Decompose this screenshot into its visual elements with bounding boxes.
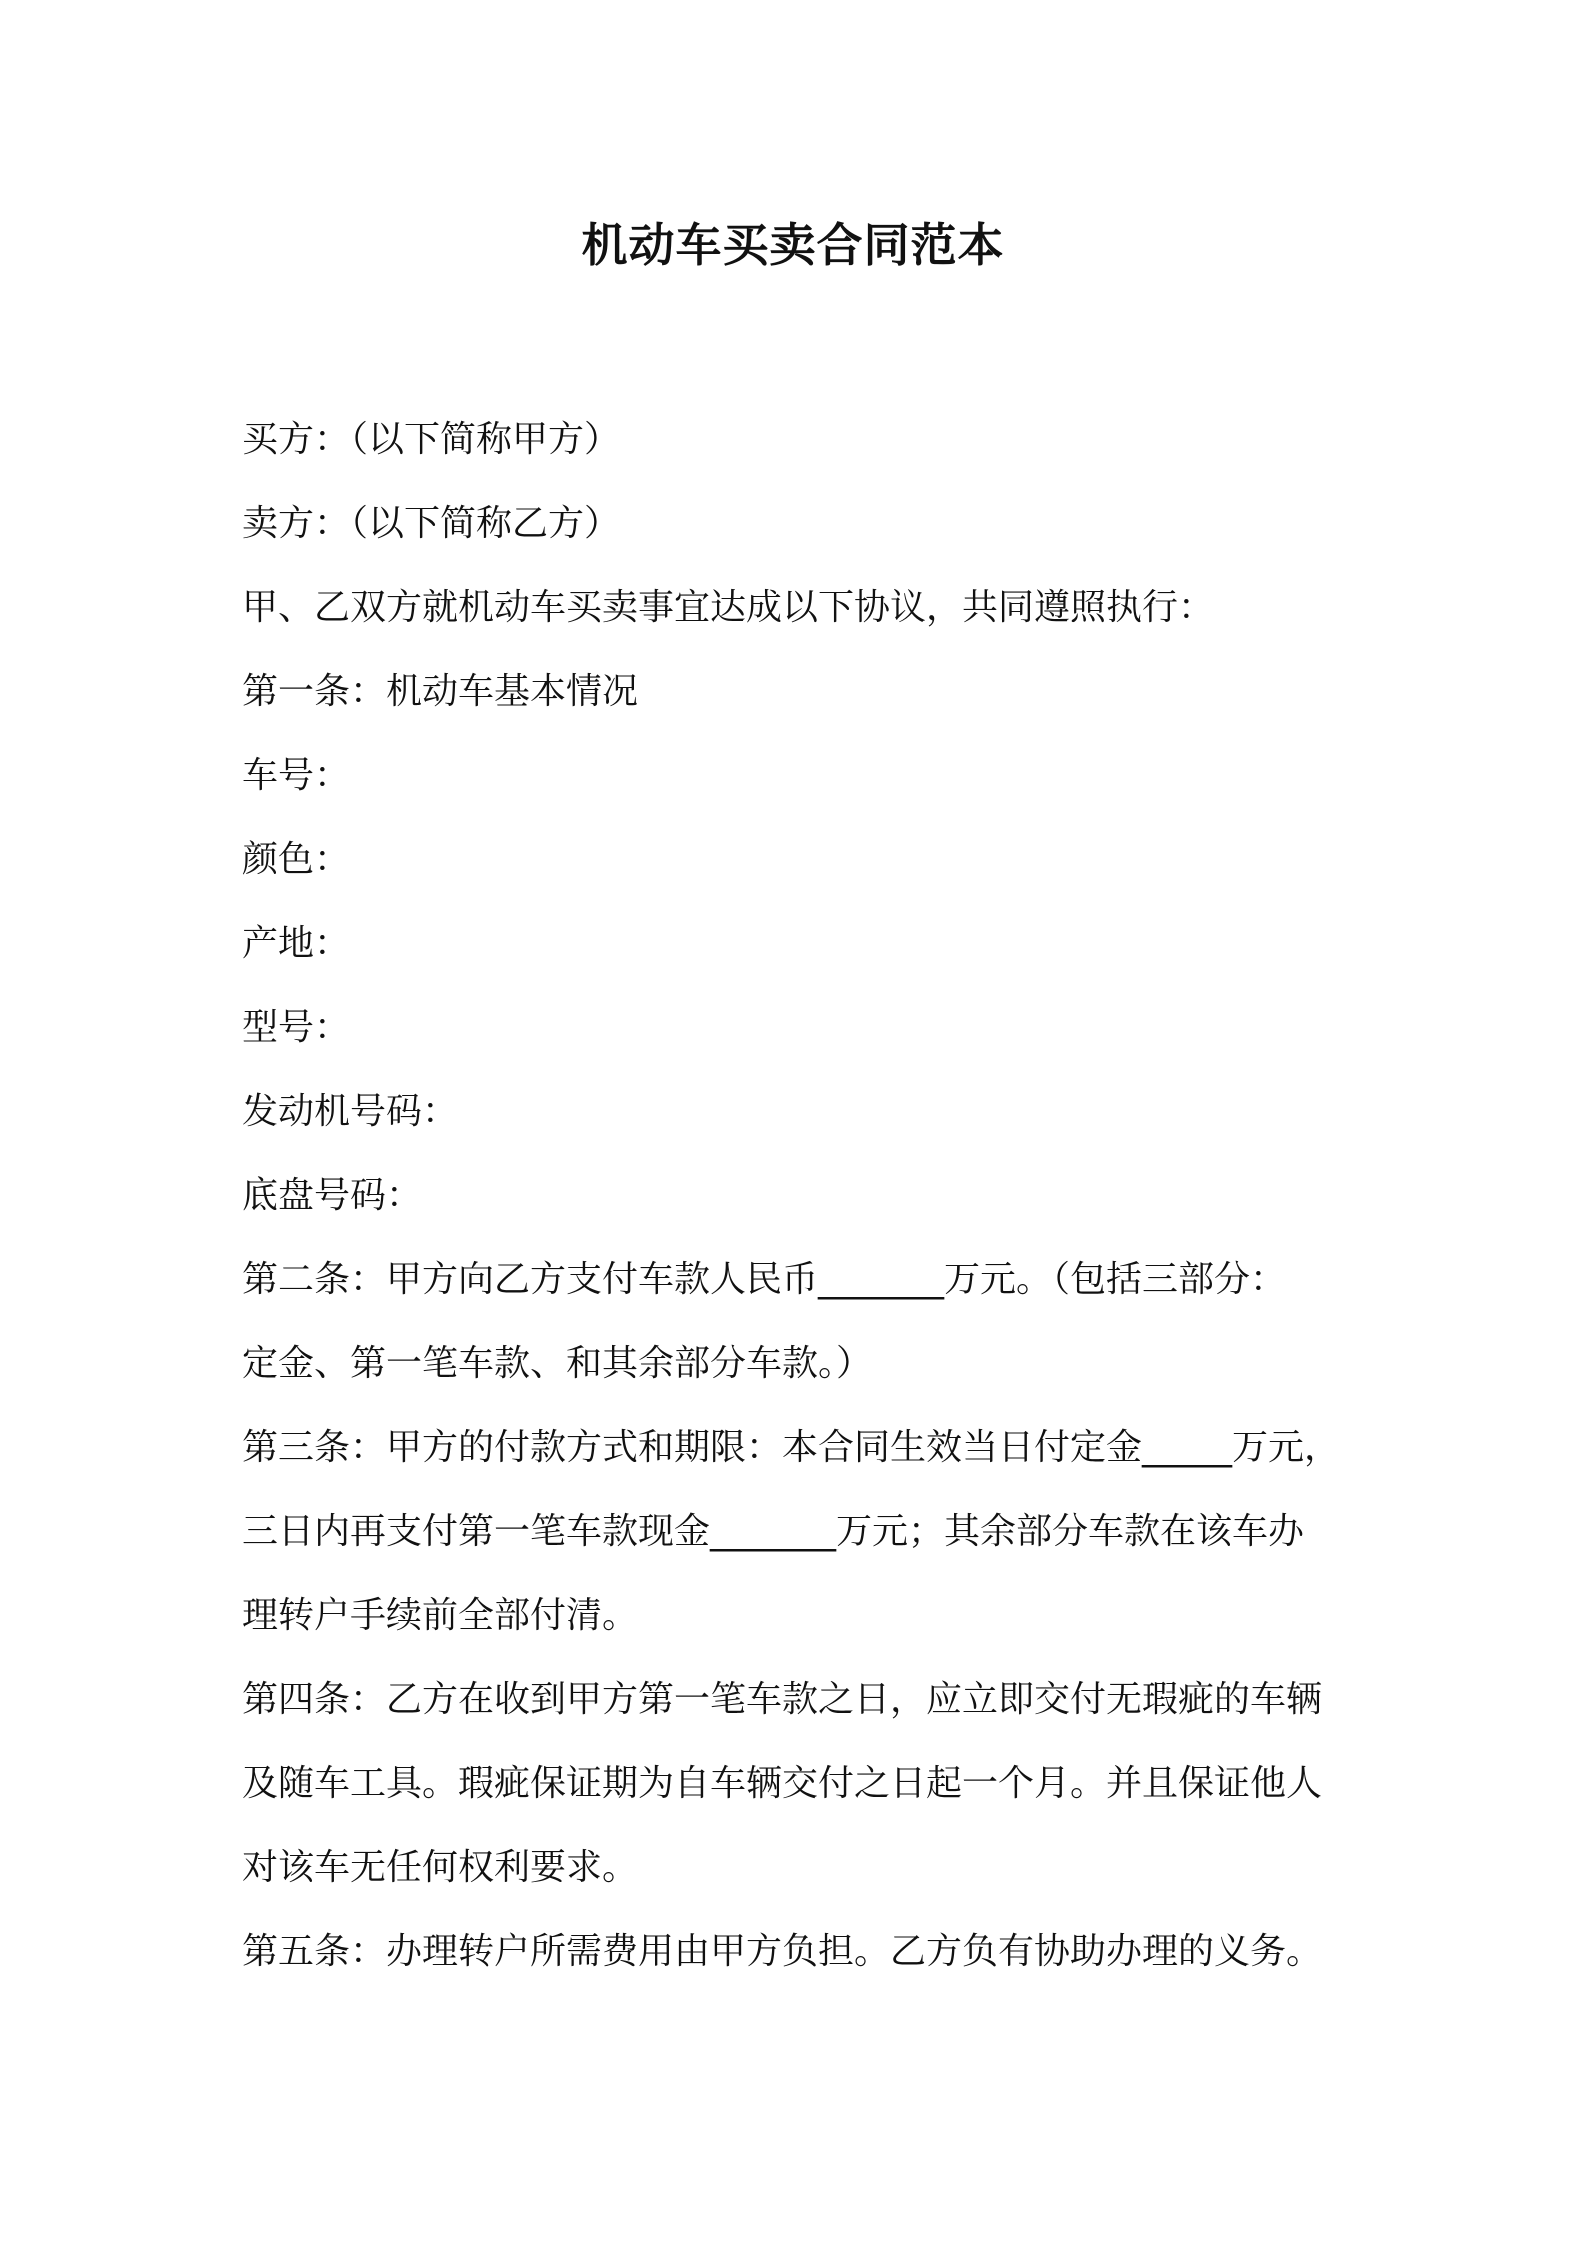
article-4-line-3: 对该车无任何权利要求。 <box>242 1847 639 1888</box>
buyer-line: 买方：（以下简称甲方） <box>242 419 621 460</box>
article-1-heading: 第一条：机动车基本情况 <box>242 671 639 712</box>
model-field: 型号： <box>242 1007 351 1048</box>
article-2-line-1: 第二条：甲方向乙方支付车款人民币_______万元。（包括三部分： <box>242 1259 1287 1300</box>
article-3-line-3: 理转户手续前全部付清。 <box>242 1595 639 1636</box>
article-4-line-2: 及随车工具。瑕疵保证期为自车辆交付之日起一个月。并且保证他人 <box>242 1763 1323 1804</box>
color-field: 颜色： <box>242 839 351 880</box>
article-3-line-1: 第三条：甲方的付款方式和期限：本合同生效当日付定金_____万元， <box>242 1427 1341 1468</box>
article-5-line-1: 第五条：办理转户所需费用由甲方负担。乙方负有协助办理的义务。 <box>242 1931 1323 1972</box>
document-title: 机动车买卖合同范本 <box>581 218 1005 272</box>
plate-number-field: 车号： <box>242 755 351 796</box>
origin-field: 产地： <box>242 923 351 964</box>
article-2-line-2: 定金、第一笔车款、和其余部分车款。） <box>242 1343 873 1384</box>
article-4-line-1: 第四条：乙方在收到甲方第一笔车款之日，应立即交付无瑕疵的车辆 <box>242 1679 1323 1720</box>
chassis-number-field: 底盘号码： <box>242 1175 423 1216</box>
agreement-intro: 甲、乙双方就机动车买卖事宜达成以下协议，共同遵照执行： <box>242 587 1215 628</box>
engine-number-field: 发动机号码： <box>242 1091 459 1132</box>
contract-body <box>242 398 1362 1994</box>
article-3-line-2: 三日内再支付第一笔车款现金_______万元；其余部分车款在该车办 <box>242 1511 1305 1552</box>
seller-line: 卖方：（以下简称乙方） <box>242 503 621 544</box>
